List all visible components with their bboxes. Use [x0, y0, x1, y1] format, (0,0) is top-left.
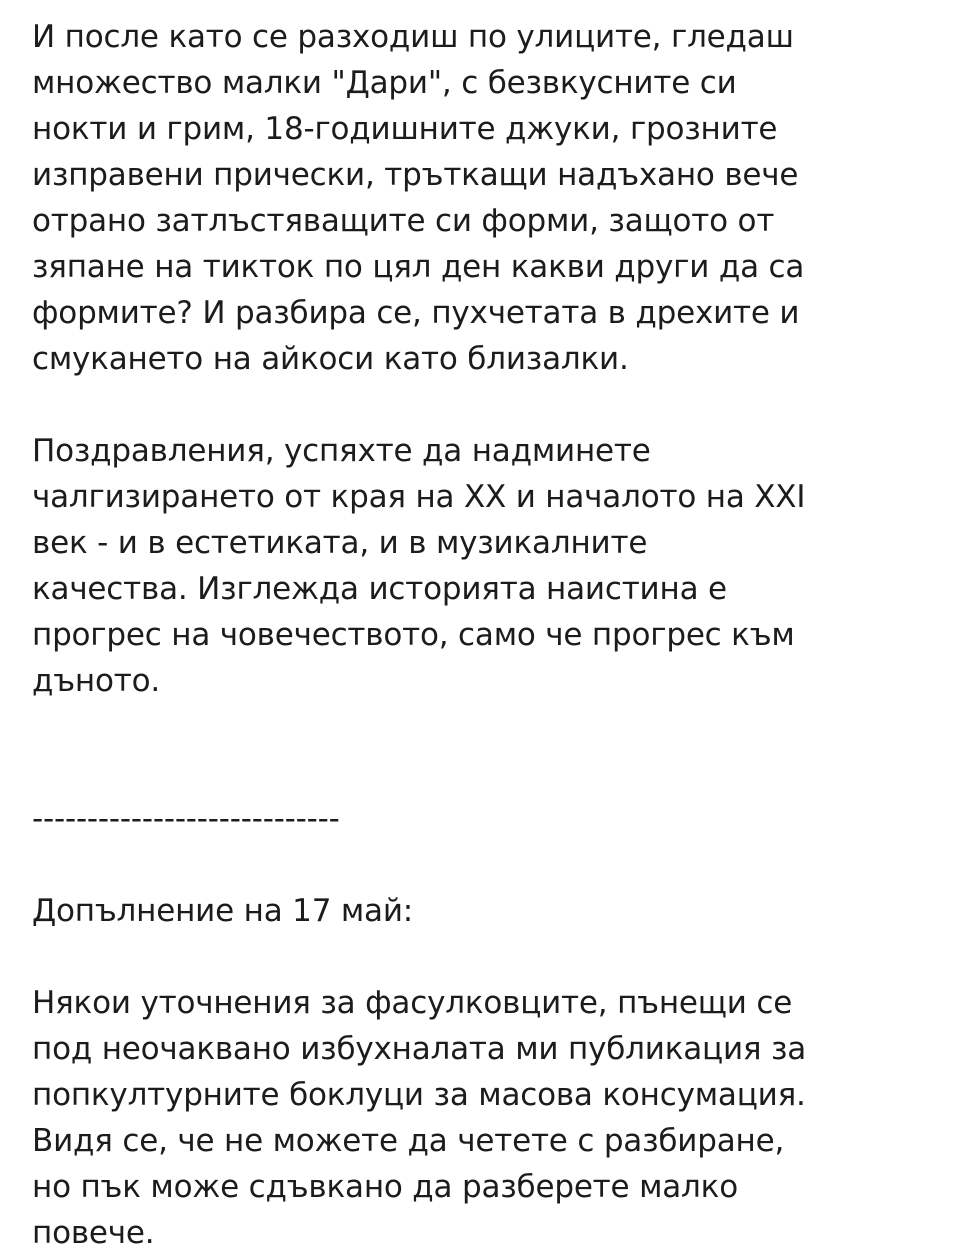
text-line: множество малки "Дари", с безвкусните си — [32, 65, 737, 101]
text-line: нокти и грим, 18-годишните джуки, грозните — [32, 111, 778, 147]
text-line: И после като се разходиш по улиците, гледаш — [32, 19, 794, 55]
text-line: отрано затлъстяващите си форми, защото от — [32, 203, 775, 239]
paragraph-spacer — [32, 704, 932, 750]
text-line: попкултурните боклуци за масова консумация. — [32, 1077, 806, 1113]
text-line: Допълнение на 17 май: — [32, 893, 414, 929]
divider-line: ---------------------------- — [32, 801, 340, 837]
text-line: чалгизирането от края на XX и началото на XXI — [32, 479, 806, 515]
text-line: формите? И разбира се, пухчетата в дрехите и — [32, 295, 800, 331]
post-body — [32, 14, 932, 1256]
text-line: век - и в естетиката, и в музикалните — [32, 525, 648, 561]
paragraph-spacer — [32, 842, 932, 888]
paragraph-1 — [32, 14, 932, 382]
text-line: Поздравления, успяхте да надминете — [32, 433, 651, 469]
divider — [32, 796, 932, 842]
paragraph-2 — [32, 428, 932, 704]
text-line: повече. — [32, 1215, 155, 1251]
addendum-heading — [32, 888, 932, 934]
text-line: качества. Изглежда историята наистина е — [32, 571, 727, 607]
text-line: изправени прически, тръткащи надъхано вече — [32, 157, 799, 193]
text-line: Някои уточнения за фасулковците, пънещи се — [32, 985, 793, 1021]
text-line: прогрес на човечеството, само че прогрес към — [32, 617, 795, 653]
paragraph-3 — [32, 980, 932, 1256]
paragraph-spacer — [32, 934, 932, 980]
text-line: под неочаквано избухналата ми публикация за — [32, 1031, 807, 1067]
paragraph-spacer — [32, 382, 932, 428]
text-line: Видя се, че не можете да четете с разбиране, — [32, 1123, 785, 1159]
text-line: но пък може сдъвкано да разберете малко — [32, 1169, 738, 1205]
text-line: зяпане на тикток по цял ден какви други да са — [32, 249, 805, 285]
text-line: дъното. — [32, 663, 161, 699]
paragraph-spacer — [32, 750, 932, 796]
text-line: смукането на айкоси като близалки. — [32, 341, 629, 377]
